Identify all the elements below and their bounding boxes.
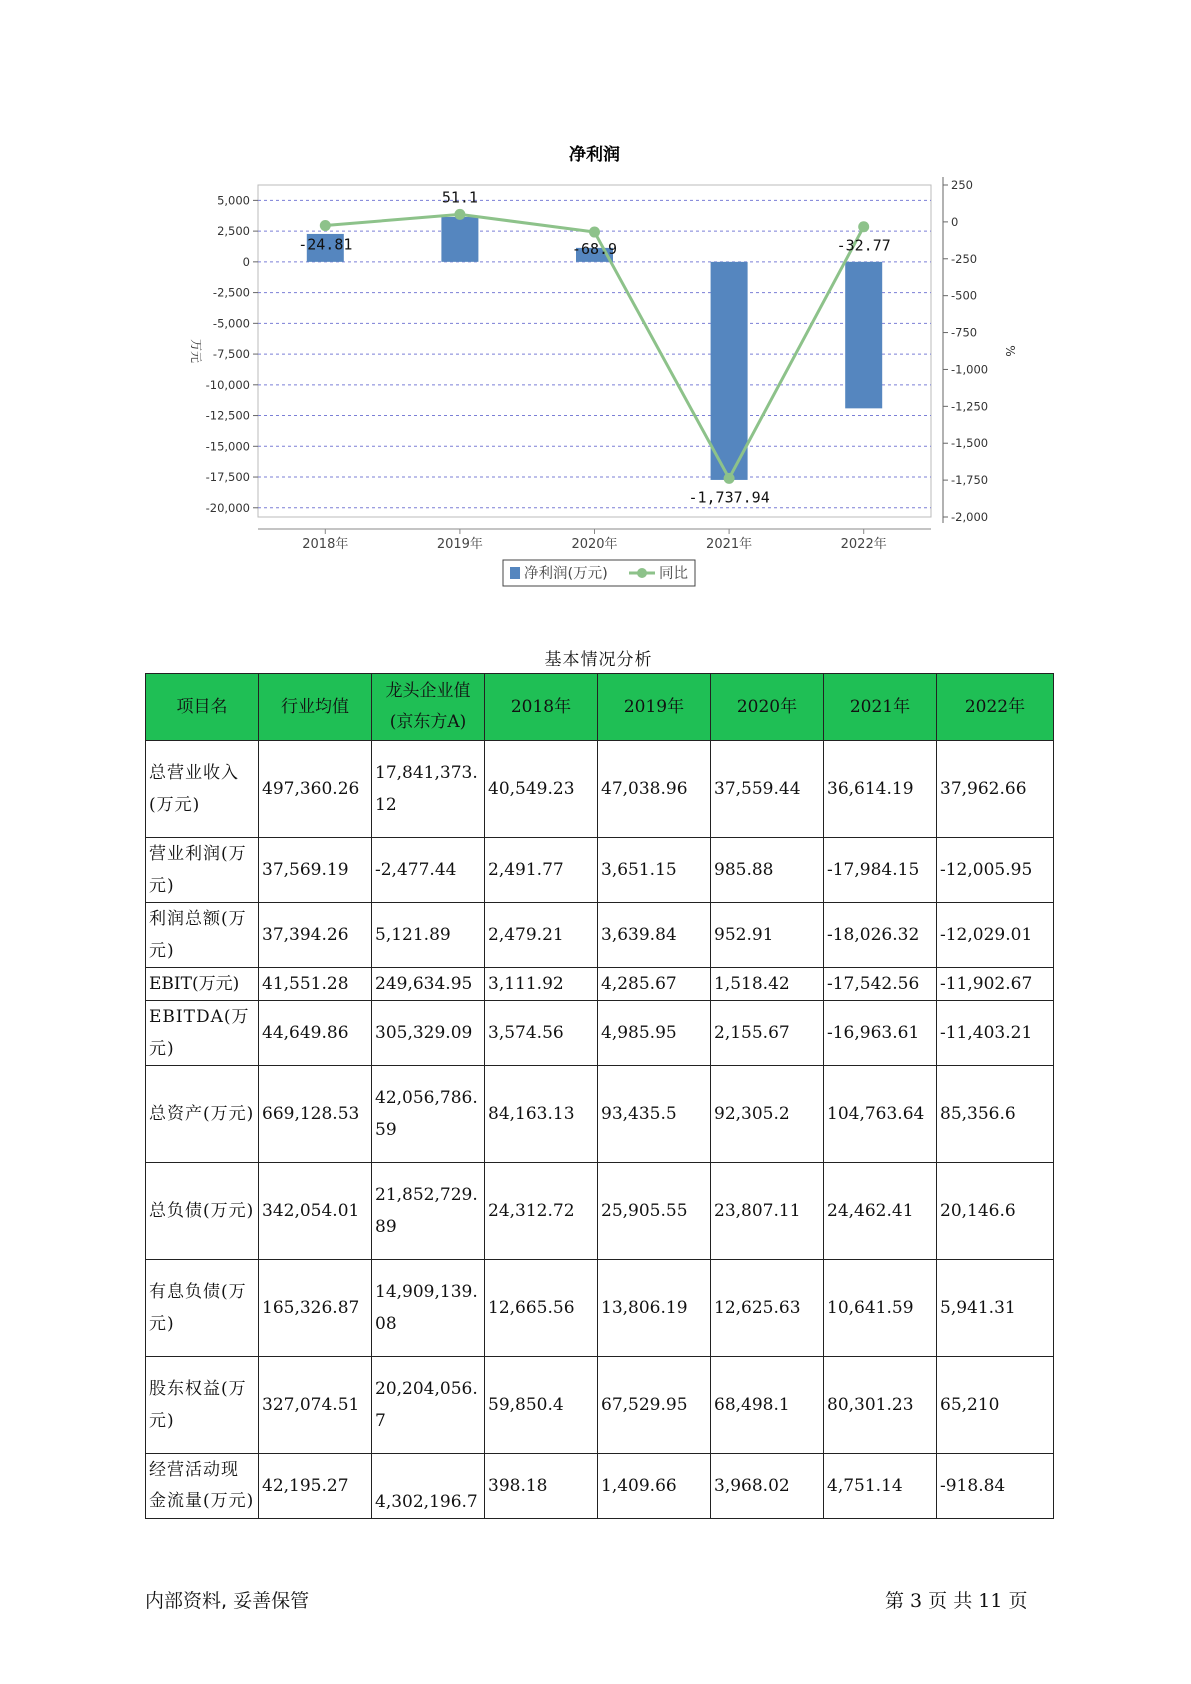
cell: 37,394.26 (259, 903, 372, 968)
data-label-yoy: -1,737.94 (688, 488, 770, 507)
cell: 3,111.92 (485, 968, 598, 1001)
y-tick-label: 5,000 (217, 193, 250, 208)
cell: 40,549.23 (485, 741, 598, 838)
bar-net-profit (441, 217, 478, 262)
y-tick-label: -15,000 (205, 439, 250, 454)
x-tick-label: 2019年 (436, 537, 483, 552)
bar-net-profit (711, 262, 748, 480)
cell: 104,763.64 (824, 1066, 937, 1163)
cell: 4,751.14 (824, 1454, 937, 1519)
y-tick-label: 2,500 (217, 224, 250, 239)
y2-tick-label: -1,750 (951, 473, 989, 488)
net-profit-chart (0, 0, 1191, 600)
cell: 5,121.89 (372, 903, 485, 968)
cell: -17,542.56 (824, 968, 937, 1001)
y-tick-label: -7,500 (212, 347, 250, 362)
y2-tick-label: -250 (951, 251, 978, 266)
row-label: 总负债(万元) (146, 1163, 259, 1260)
cell: 59,850.4 (485, 1357, 598, 1454)
cell: 85,356.6 (937, 1066, 1054, 1163)
footer-page-number: 第 3 页 共 11 页 (885, 1590, 1028, 1612)
table-row (146, 1357, 1054, 1454)
table-row (146, 1001, 1054, 1066)
x-tick-label: 2021年 (706, 537, 753, 552)
y-tick-label: -5,000 (212, 316, 250, 331)
cell: 92,305.2 (711, 1066, 824, 1163)
cell: 4,285.67 (598, 968, 711, 1001)
table-row (146, 1454, 1054, 1519)
cell: 398.18 (485, 1454, 598, 1519)
cell: 497,360.26 (259, 741, 372, 838)
point-yoy (858, 221, 869, 232)
cell: 14,909,139.08 (372, 1260, 485, 1357)
cell: 23,807.11 (711, 1163, 824, 1260)
cell: 1,518.42 (711, 968, 824, 1001)
data-label-yoy: -32.77 (836, 236, 891, 255)
table-row (146, 838, 1054, 903)
cell: -11,902.67 (937, 968, 1054, 1001)
cell: 41,551.28 (259, 968, 372, 1001)
cell: 42,056,786.59 (372, 1066, 485, 1163)
cell: 3,574.56 (485, 1001, 598, 1066)
table-row (146, 1066, 1054, 1163)
header-2020: 2020年 (711, 674, 824, 741)
header-industry-avg: 行业均值 (259, 674, 372, 741)
y-tick-label: -12,500 (205, 408, 250, 423)
row-label: 总营业收入(万元) (146, 741, 259, 838)
cell: 44,649.86 (259, 1001, 372, 1066)
x-tick-label: 2022年 (840, 537, 887, 552)
cell: 10,641.59 (824, 1260, 937, 1357)
cell: 669,128.53 (259, 1066, 372, 1163)
data-label-yoy: 51.1 (441, 188, 478, 207)
y2-tick-label: -1,000 (951, 362, 989, 377)
row-label: 营业利润(万元) (146, 838, 259, 903)
y-tick-label: -17,500 (205, 470, 250, 485)
cell: 327,074.51 (259, 1357, 372, 1454)
cell: -11,403.21 (937, 1001, 1054, 1066)
cell: 37,559.44 (711, 741, 824, 838)
header-2018: 2018年 (485, 674, 598, 741)
y-axis-label: 万元 (189, 338, 203, 364)
cell: 3,651.15 (598, 838, 711, 903)
y2-tick-label: -1,250 (951, 399, 989, 414)
y2-tick-label: 0 (951, 214, 959, 229)
x-tick-label: 2020年 (571, 537, 618, 552)
row-label: 有息负债(万元) (146, 1260, 259, 1357)
legend-label-net-profit: 净利润(万元) (524, 566, 608, 582)
chart-title: 净利润 (569, 145, 620, 165)
cell: 5,941.31 (937, 1260, 1054, 1357)
cell: 12,625.63 (711, 1260, 824, 1357)
cell: 4,302,196.7 (372, 1454, 485, 1519)
point-yoy (454, 209, 465, 220)
y-tick-label: -2,500 (212, 285, 250, 300)
cell: -17,984.15 (824, 838, 937, 903)
table-row (146, 968, 1054, 1001)
table-row (146, 741, 1054, 838)
cell: 67,529.95 (598, 1357, 711, 1454)
row-label: 利润总额(万元) (146, 903, 259, 968)
cell: 25,905.55 (598, 1163, 711, 1260)
cell: 65,210 (937, 1357, 1054, 1454)
point-yoy (320, 220, 331, 231)
header-2022: 2022年 (937, 674, 1054, 741)
cell: 985.88 (711, 838, 824, 903)
cell: 13,806.19 (598, 1260, 711, 1357)
cell: -18,026.32 (824, 903, 937, 968)
row-label: 股东权益(万元) (146, 1357, 259, 1454)
legend-label-yoy: 同比 (659, 566, 688, 582)
cell: 42,195.27 (259, 1454, 372, 1519)
y2-tick-label: -500 (951, 288, 978, 303)
cell: 249,634.95 (372, 968, 485, 1001)
point-yoy (724, 473, 735, 484)
cell: 68,498.1 (711, 1357, 824, 1454)
cell: 93,435.5 (598, 1066, 711, 1163)
header-item-name: 项目名 (146, 674, 259, 741)
cell: -16,963.61 (824, 1001, 937, 1066)
data-label-yoy: -68.9 (571, 240, 618, 259)
cell: 84,163.13 (485, 1066, 598, 1163)
cell: 342,054.01 (259, 1163, 372, 1260)
cell: -918.84 (937, 1454, 1054, 1519)
y2-tick-label: 250 (951, 178, 973, 192)
table-row (146, 903, 1054, 968)
cell: 3,639.84 (598, 903, 711, 968)
cell: 2,155.67 (711, 1001, 824, 1066)
cell: 1,409.66 (598, 1454, 711, 1519)
cell: 37,962.66 (937, 741, 1054, 838)
cell: 21,852,729.89 (372, 1163, 485, 1260)
row-label: 经营活动现金流量(万元) (146, 1454, 259, 1519)
basic-analysis-table (145, 673, 1054, 1519)
footer-confidential-note: 内部资料, 妥善保管 (145, 1590, 310, 1612)
legend-bar-swatch (510, 567, 520, 579)
cell: 36,614.19 (824, 741, 937, 838)
y2-tick-label: -750 (951, 325, 978, 340)
cell: 305,329.09 (372, 1001, 485, 1066)
cell: 47,038.96 (598, 741, 711, 838)
cell: -12,029.01 (937, 903, 1054, 968)
y-tick-label: 0 (242, 254, 250, 269)
data-label-yoy: -24.81 (298, 235, 353, 254)
y2-tick-label: -1,500 (951, 436, 989, 451)
header-2019: 2019年 (598, 674, 711, 741)
cell: 3,968.02 (711, 1454, 824, 1519)
bar-net-profit (845, 262, 882, 408)
cell: 2,491.77 (485, 838, 598, 903)
cell: 4,985.95 (598, 1001, 711, 1066)
cell: 20,204,056.7 (372, 1357, 485, 1454)
y-tick-label: -10,000 (205, 377, 250, 392)
point-yoy (589, 227, 600, 238)
y-tick-label: -20,000 (205, 500, 250, 515)
row-label: EBIT(万元) (146, 968, 259, 1001)
cell: 17,841,373.12 (372, 741, 485, 838)
cell: -12,005.95 (937, 838, 1054, 903)
cell: 20,146.6 (937, 1163, 1054, 1260)
cell: 165,326.87 (259, 1260, 372, 1357)
header-leader-value: 龙头企业值(京东方A) (372, 674, 485, 741)
table-header-row (146, 674, 1054, 741)
cell: 24,312.72 (485, 1163, 598, 1260)
row-label: EBITDA(万元) (146, 1001, 259, 1066)
cell: -2,477.44 (372, 838, 485, 903)
table-caption: 基本情况分析 (544, 650, 653, 670)
legend-line-marker (637, 568, 647, 578)
header-2021: 2021年 (824, 674, 937, 741)
cell: 24,462.41 (824, 1163, 937, 1260)
cell: 952.91 (711, 903, 824, 968)
cell: 80,301.23 (824, 1357, 937, 1454)
table-row (146, 1260, 1054, 1357)
table-row (146, 1163, 1054, 1260)
x-tick-label: 2018年 (302, 537, 349, 552)
y2-tick-label: -2,000 (951, 510, 989, 524)
cell: 12,665.56 (485, 1260, 598, 1357)
row-label: 总资产(万元) (146, 1066, 259, 1163)
y2-axis-label: % (1003, 345, 1017, 357)
cell: 37,569.19 (259, 838, 372, 903)
cell: 2,479.21 (485, 903, 598, 968)
